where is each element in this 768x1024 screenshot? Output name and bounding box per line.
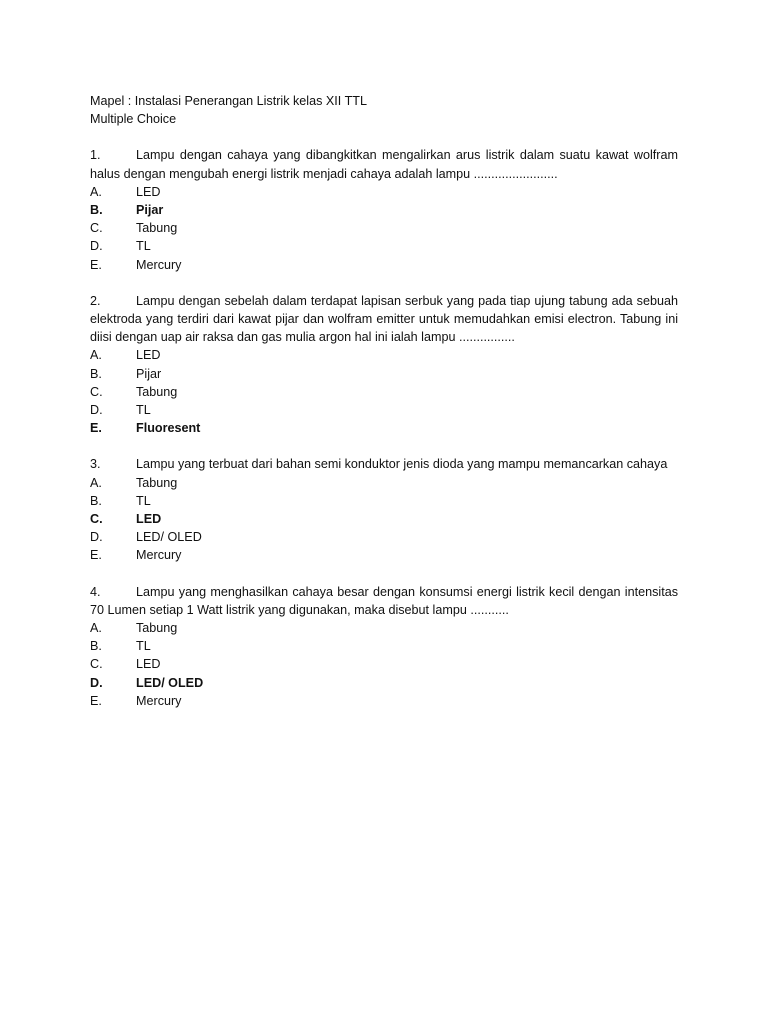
option-d — [90, 401, 678, 419]
option-a — [90, 346, 678, 364]
option-letter: B. — [90, 366, 102, 381]
option-letter: D. — [90, 530, 103, 545]
question-1 — [90, 146, 678, 273]
option-text: Fluoresent — [136, 421, 201, 436]
option-text: TL — [136, 493, 151, 508]
option-letter: D. — [90, 239, 103, 254]
question-stem — [90, 583, 678, 619]
option-letter: E. — [90, 548, 102, 563]
option-c — [90, 219, 678, 237]
question-text: Lampu yang menghasilkan cahaya besar dengan konsumsi energi listrik kecil dengan intensitas 70 Lumen setiap 1 Watt listrik yang digunakan, maka disebut lampu ........... — [90, 584, 678, 617]
question-type-line: Multiple Choice — [90, 112, 177, 127]
option-letter: C. — [90, 657, 103, 672]
option-b — [90, 492, 678, 510]
option-letter: C. — [90, 221, 103, 236]
option-d — [90, 528, 678, 546]
option-text: Tabung — [136, 475, 178, 490]
question-stem — [90, 455, 678, 473]
option-letter: B. — [90, 203, 103, 218]
option-text: Tabung — [136, 221, 178, 236]
option-text: LED/ OLED — [136, 530, 202, 545]
option-text: TL — [136, 639, 151, 654]
option-letter: B. — [90, 639, 102, 654]
option-e — [90, 692, 678, 710]
option-text: Pijar — [136, 366, 162, 381]
question-number: 2. — [90, 293, 101, 308]
question-text: Lampu dengan cahaya yang dibangkitkan mengalirkan arus listrik dalam suatu kawat wolfram halus dengan mengubah energi listrik menjadi cahaya adalah lampu ........................ — [90, 148, 678, 181]
option-text: Tabung — [136, 384, 178, 399]
option-letter: D. — [90, 403, 103, 418]
question-number: 1. — [90, 148, 101, 163]
option-letter: C. — [90, 512, 103, 527]
option-b — [90, 365, 678, 383]
option-letter: A. — [90, 621, 102, 636]
option-text: TL — [136, 239, 151, 254]
option-a — [90, 619, 678, 637]
option-b — [90, 637, 678, 655]
question-number: 4. — [90, 584, 101, 599]
option-text: LED — [136, 348, 161, 363]
option-text: LED — [136, 512, 162, 527]
question-text: Lampu yang terbuat dari bahan semi konduktor jenis dioda yang mampu memancarkan cahaya — [136, 457, 668, 472]
option-c — [90, 655, 678, 673]
question-2 — [90, 292, 678, 438]
question-stem — [90, 146, 678, 182]
option-text: LED/ OLED — [136, 675, 204, 690]
option-letter: E. — [90, 693, 102, 708]
option-text: Tabung — [136, 621, 178, 636]
option-e-correct — [90, 419, 678, 437]
option-letter: A. — [90, 184, 102, 199]
option-b-correct — [90, 201, 678, 219]
question-3 — [90, 455, 678, 564]
option-letter: E. — [90, 257, 102, 272]
question-number: 3. — [90, 457, 101, 472]
option-letter: D. — [90, 675, 103, 690]
option-text: Mercury — [136, 548, 182, 563]
option-text: TL — [136, 403, 151, 418]
question-4 — [90, 583, 678, 710]
option-a — [90, 474, 678, 492]
option-text: LED — [136, 657, 161, 672]
option-text: Mercury — [136, 693, 182, 708]
option-letter: E. — [90, 421, 102, 436]
option-text: Pijar — [136, 203, 164, 218]
question-stem — [90, 292, 678, 347]
option-e — [90, 546, 678, 564]
option-c — [90, 383, 678, 401]
option-e — [90, 256, 678, 274]
option-letter: A. — [90, 348, 102, 363]
option-c-correct — [90, 510, 678, 528]
subject-line: Mapel : Instalasi Penerangan Listrik kelas XII TTL — [90, 94, 367, 108]
question-text: Lampu dengan sebelah dalam terdapat lapisan serbuk yang pada tiap ujung tabung ada sebuah elektroda yang terdiri dari kawat pijar dan wolfram emitter untuk memudahkan emisi electron. Tabung ini diisi dengan uap air raksa dan gas mulia argon hal ini ialah lampu ................ — [90, 293, 678, 345]
option-text: Mercury — [136, 257, 182, 272]
option-d — [90, 237, 678, 255]
option-letter: A. — [90, 475, 102, 490]
option-text: LED — [136, 184, 161, 199]
option-a — [90, 183, 678, 201]
option-d-correct — [90, 674, 678, 692]
document-content — [90, 92, 678, 710]
option-letter: B. — [90, 493, 102, 508]
option-letter: C. — [90, 384, 103, 399]
